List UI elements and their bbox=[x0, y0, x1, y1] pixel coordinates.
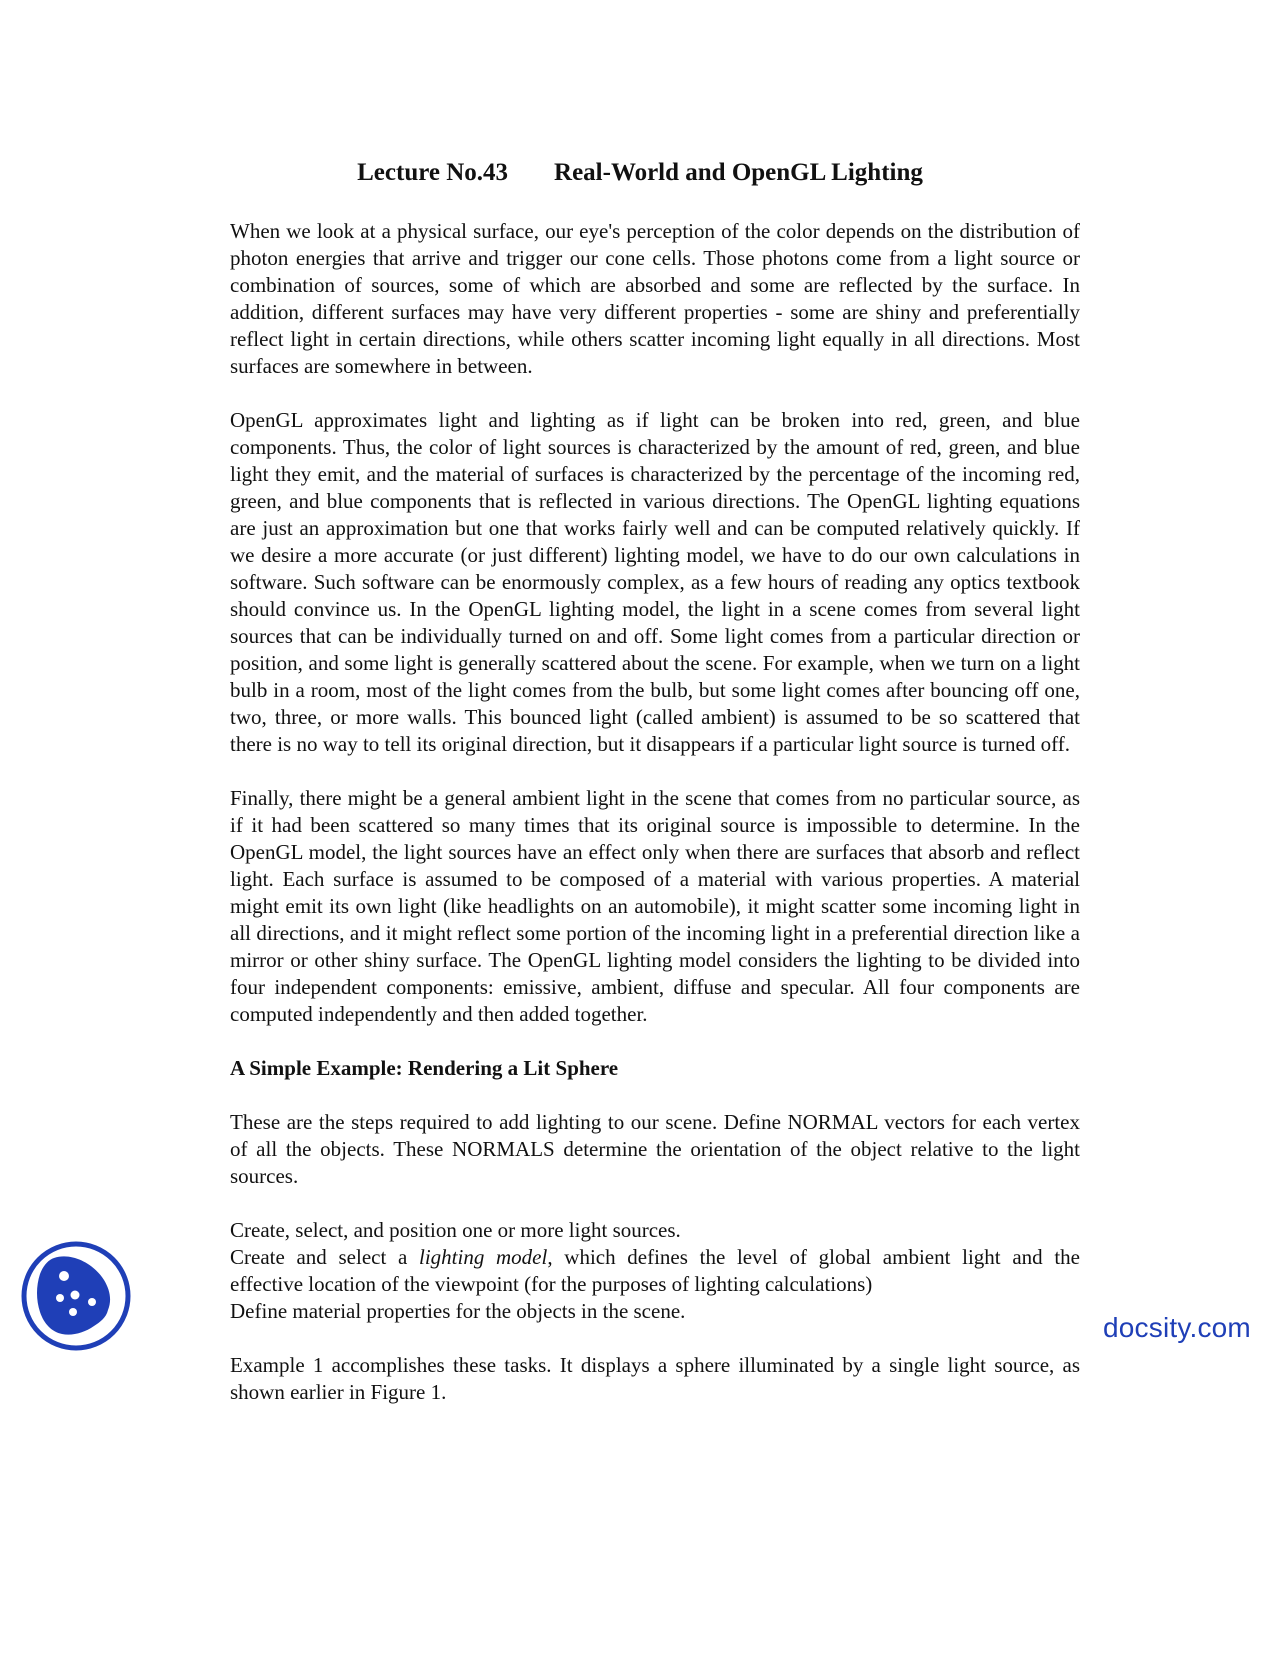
document-body bbox=[230, 218, 1080, 1433]
step-lighting-model-text: Create and select a bbox=[230, 1245, 419, 1269]
lighting-model-term: lighting model bbox=[418, 1245, 548, 1269]
step-lighting-model-rest: , which defines the level of global ambient light and the bbox=[547, 1245, 1080, 1269]
step-lighting-model-continued: effective location of the viewpoint (for the purposes of lighting calculations) bbox=[230, 1272, 873, 1296]
section-heading: A Simple Example: Rendering a Lit Sphere bbox=[230, 1056, 619, 1080]
paragraph-ambient-light: Finally, there might be a general ambient light in the scene that comes from no particular source, as if it had been scattered so many times that its original source is impossible to determine. In the OpenGL model, the light sources have an effect only when there are surfaces that absorb and reflect light. Each surface is assumed to be composed of a material with various properties. A material might emit its own light (like headlights on an automobile), it might scatter some incoming light in all directions, and it might reflect some portion of the incoming light in a preferential direction like a mirror or other shiny surface. The OpenGL lighting model considers the lighting to be divided into four independent components: emissive, ambient, diffuse and specular. All four components are computed independently and then added together. bbox=[230, 786, 1080, 1026]
docsity-logo-icon[interactable] bbox=[20, 1240, 132, 1352]
lecture-number: Lecture No.43 bbox=[357, 159, 509, 186]
paragraph-example: Example 1 accomplishes these tasks. It displays a sphere illuminated by a single light source, as shown earlier in Figure 1. bbox=[230, 1353, 1080, 1404]
page-title bbox=[0, 157, 1280, 189]
lecture-title: Real-World and OpenGL Lighting bbox=[554, 159, 923, 186]
steps-list bbox=[230, 1217, 1080, 1325]
docsity-brand-text[interactable]: docsity.com bbox=[1103, 1312, 1251, 1343]
step-lighting-model bbox=[230, 1244, 1080, 1271]
paragraph-steps-intro: These are the steps required to add lighting to our scene. Define NORMAL vectors for each vertex of all the objects. These NORMALS determine the orientation of the object relative to the light sources. bbox=[230, 1110, 1080, 1188]
paragraph-opengl-approximation: OpenGL approximates light and lighting as if light can be broken into red, green, and blue components. Thus, the color of light sources is characterized by the amount of red, green, and blue light they emit, and the material of surfaces is characterized by the percentage of the incoming red, green, and blue components that is reflected in various directions. The OpenGL lighting equations are just an approximation but one that works fairly well and can be computed relatively quickly. If we desire a more accurate (or just different) lighting model, we have to do our own calculations in software. Such software can be enormously complex, as a few hours of reading any optics textbook should convince us. In the OpenGL lighting model, the light in a scene comes from several light sources that can be individually turned on and off. Some light comes from a particular direction or position, and some light is generally scattered about the scene. For example, when we turn on a light bulb in a room, most of the light comes from the bulb, but some light comes after bouncing off one, two, three, or more walls. This bounced light (called ambient) is assumed to be so scattered that there is no way to tell its original direction, but it disappears if a particular light source is turned off. bbox=[230, 408, 1080, 756]
step-material-properties: Define material properties for the objects in the scene. bbox=[230, 1299, 686, 1323]
step-light-sources: Create, select, and position one or more light sources. bbox=[230, 1218, 681, 1242]
paragraph-intro: When we look at a physical surface, our eye's perception of the color depends on the distribution of photon energies that arrive and trigger our cone cells. Those photons come from a light source or combination of sources, some of which are absorbed and some are reflected by the surface. In addition, different surfaces may have very different properties - some are shiny and preferentially reflect light in certain directions, while others scatter incoming light equally in all directions. Most surfaces are somewhere in between. bbox=[230, 219, 1080, 378]
